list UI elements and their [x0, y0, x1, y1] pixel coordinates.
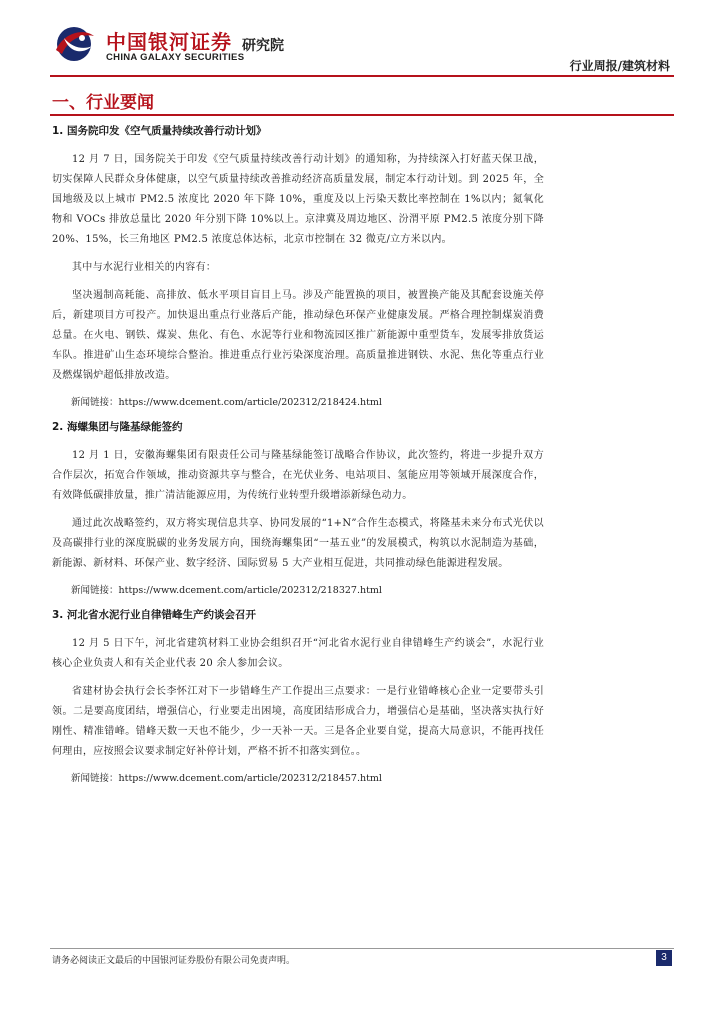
brand-name-cn: 中国银河证券 — [106, 30, 232, 54]
brand-name-en: CHINA GALAXY SECURITIES — [106, 52, 245, 63]
header-divider — [50, 75, 674, 77]
news-item — [52, 122, 544, 412]
news-paragraph: 12 月 1 日，安徽海螺集团有限责任公司与隆基绿能签订战略合作协议，此次签约，将进一步提升双方合作层次，拓宽合作领域，推动资源共享与整合，在光伏业务、电站项目、氢能应用等领域开展深度合作，有效降低碳排放量，推广清洁能源应用，为传统行业转型升级增添新绿色动力。 — [52, 450, 544, 501]
footer-divider — [50, 948, 674, 949]
news-link-url[interactable]: https://www.dcement.com/article/202312/218327.html — [118, 585, 382, 596]
section-title: 一、行业要闻 — [52, 93, 154, 113]
news-link — [52, 770, 544, 788]
report-type: 行业周报/建筑材料 — [569, 59, 670, 73]
news-link — [52, 582, 544, 600]
news-item — [52, 606, 544, 788]
news-link-label: 新闻链接： — [71, 773, 119, 784]
page-header — [0, 0, 724, 80]
news-link-label: 新闻链接： — [71, 397, 119, 408]
news-content — [52, 122, 544, 794]
news-paragraph: 坚决遏制高耗能、高排放、低水平项目盲目上马。涉及产能置换的项目，被置换产能及其配套设施关停后，新建项目方可投产。加快退出重点行业落后产能，推动绿色环保产业健康发展。严格合理控制煤炭消费总量。在火电、钢铁、煤炭、焦化、有色、水泥等行业和物流园区推广新能源中重型货车，发展零排放货运车队。推进矿山生态环境综合整治。推进重点行业污染深度治理。高质量推进钢铁、水泥、焦化等重点行业及燃煤锅炉超低排放改造。 — [52, 290, 544, 381]
brand-subtitle: 研究院 — [242, 38, 284, 54]
news-paragraph: 12 月 5 日下午，河北省建筑材料工业协会组织召开“河北省水泥行业自律错峰生产约谈会”，水泥行业核心企业负责人和有关企业代表 20 余人参加会议。 — [52, 638, 544, 669]
news-paragraph: 通过此次战略签约，双方将实现信息共享、协同发展的“1+N”合作生态模式，将隆基未来分布式光伏以及高碳排行业的深度脱碳的业务发展方向，围绕海螺集团“一基五业”的发展模式，构筑以水泥制造为基础，新能源、新材料、环保产业、数字经济、国际贸易 5 大产业相互促进，共同推动绿色能源进程发展。 — [52, 518, 544, 569]
news-link — [52, 394, 544, 412]
section-divider — [50, 114, 674, 116]
page-number: 3 — [656, 950, 672, 966]
news-title: 3. 河北省水泥行业自律错峰生产约谈会召开 — [52, 609, 256, 621]
news-paragraph: 其中与水泥行业相关的内容有： — [72, 262, 217, 273]
galaxy-logo-icon — [50, 24, 98, 64]
news-link-label: 新闻链接： — [71, 585, 119, 596]
news-paragraph: 12 月 7 日，国务院关于印发《空气质量持续改善行动计划》的通知称，为持续深入打好蓝天保卫战，切实保障人民群众身体健康，以空气质量持续改善推动经济高质量发展，制定本行动计划。到 2025 年，全国地级及以上城市 PM2.5 浓度比 2020 年下降 10%，重度及以上污染天数比率控制在 1%以内；氮氧化物和 VOCs 排放总量比 2020 年分别下降 10%以上。京津冀及周边地区、汾渭平原 PM2.5 浓度分别下降 20%、15%，长三角地区 PM2.5 浓度总体达标，北京市控制在 32 微克/立方米以内。 — [52, 154, 544, 245]
footer-disclaimer: 请务必阅读正文最后的中国银河证券股份有限公司免责声明。 — [52, 956, 296, 966]
news-paragraph: 省建材协会执行会长李怀江对下一步错峰生产工作提出三点要求：一是行业错峰核心企业一定要带头引领。二是要高度团结，增强信心，行业要走出困境，高度团结形成合力，增强信心是基础，坚决落实执行好刚性、精准错峰。错峰天数一天也不能少，少一天补一天。三是各企业要自觉，提高大局意识，不能再找任何理由，应按照会议要求制定好补停计划，严格不折不扣落实到位。。 — [52, 686, 544, 757]
news-link-url[interactable]: https://www.dcement.com/article/202312/218457.html — [118, 773, 382, 784]
news-title: 1. 国务院印发《空气质量持续改善行动计划》 — [52, 125, 267, 137]
news-item — [52, 418, 544, 600]
news-link-url[interactable]: https://www.dcement.com/article/202312/218424.html — [118, 397, 382, 408]
news-title: 2. 海螺集团与隆基绿能签约 — [52, 421, 183, 433]
